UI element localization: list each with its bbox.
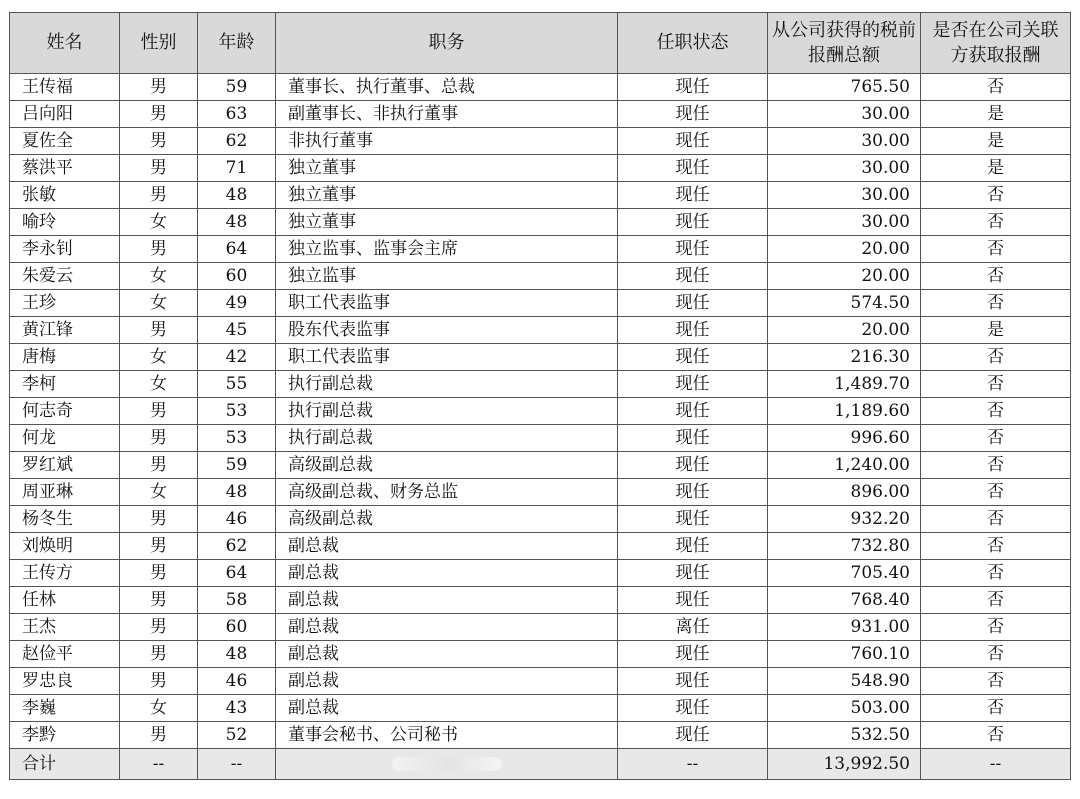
cell-age: 46 xyxy=(198,506,276,533)
cell-status: 现任 xyxy=(618,317,768,344)
table-row xyxy=(10,560,1071,587)
cell-status: 现任 xyxy=(618,479,768,506)
cell-related: 否 xyxy=(921,587,1071,614)
cell-name: 任林 xyxy=(10,587,120,614)
cell-related: 否 xyxy=(921,668,1071,695)
cell-name: 喻玲 xyxy=(10,209,120,236)
cell-status: 离任 xyxy=(618,614,768,641)
cell-pay: 20.00 xyxy=(768,317,921,344)
header-pay: 从公司获得的税前报酬总额 xyxy=(768,13,921,74)
cell-age: 52 xyxy=(198,722,276,749)
cell-gender: 男 xyxy=(120,641,198,668)
cell-position: 非执行董事 xyxy=(276,128,618,155)
cell-pay: 20.00 xyxy=(768,263,921,290)
cell-gender: 男 xyxy=(120,614,198,641)
cell-pay: 30.00 xyxy=(768,128,921,155)
cell-age: 64 xyxy=(198,560,276,587)
cell-position: 副总裁 xyxy=(276,695,618,722)
table-row xyxy=(10,344,1071,371)
cell-name: 吕向阳 xyxy=(10,101,120,128)
cell-gender: 男 xyxy=(120,587,198,614)
cell-pay: 931.00 xyxy=(768,614,921,641)
header-position: 职务 xyxy=(276,13,618,74)
cell-pay: 1,489.70 xyxy=(768,371,921,398)
cell-name: 周亚琳 xyxy=(10,479,120,506)
cell-gender: 男 xyxy=(120,236,198,263)
cell-position: 独立董事 xyxy=(276,182,618,209)
cell-position: 高级副总裁 xyxy=(276,452,618,479)
cell-gender: 男 xyxy=(120,668,198,695)
table-row xyxy=(10,101,1071,128)
cell-position: 独立董事 xyxy=(276,209,618,236)
cell-age: 60 xyxy=(198,263,276,290)
cell-status: 现任 xyxy=(618,641,768,668)
cell-gender: 男 xyxy=(120,533,198,560)
cell-age: 71 xyxy=(198,155,276,182)
cell-name: 王珍 xyxy=(10,290,120,317)
cell-gender: 男 xyxy=(120,155,198,182)
table-row xyxy=(10,587,1071,614)
cell-status: 现任 xyxy=(618,425,768,452)
total-age: -- xyxy=(198,749,276,780)
cell-name: 朱爱云 xyxy=(10,263,120,290)
cell-position: 副总裁 xyxy=(276,560,618,587)
table-row xyxy=(10,155,1071,182)
cell-name: 罗忠良 xyxy=(10,668,120,695)
cell-position: 执行副总裁 xyxy=(276,398,618,425)
cell-gender: 女 xyxy=(120,209,198,236)
cell-position: 董事长、执行董事、总裁 xyxy=(276,74,618,101)
cell-name: 夏佐全 xyxy=(10,128,120,155)
cell-position: 股东代表监事 xyxy=(276,317,618,344)
cell-age: 42 xyxy=(198,344,276,371)
cell-position: 独立监事 xyxy=(276,263,618,290)
cell-position: 执行副总裁 xyxy=(276,371,618,398)
cell-related: 否 xyxy=(921,641,1071,668)
cell-name: 何龙 xyxy=(10,425,120,452)
cell-related: 否 xyxy=(921,236,1071,263)
cell-related: 否 xyxy=(921,182,1071,209)
cell-related: 否 xyxy=(921,479,1071,506)
cell-age: 53 xyxy=(198,398,276,425)
cell-name: 唐梅 xyxy=(10,344,120,371)
cell-name: 何志奇 xyxy=(10,398,120,425)
cell-status: 现任 xyxy=(618,695,768,722)
total-gender: -- xyxy=(120,749,198,780)
compensation-table-container xyxy=(9,12,1071,780)
cell-name: 王传方 xyxy=(10,560,120,587)
cell-related: 是 xyxy=(921,317,1071,344)
cell-position: 独立董事 xyxy=(276,155,618,182)
cell-name: 罗红斌 xyxy=(10,452,120,479)
cell-position: 副总裁 xyxy=(276,587,618,614)
total-name: 合计 xyxy=(10,749,120,780)
header-gender: 性别 xyxy=(120,13,198,74)
cell-pay: 932.20 xyxy=(768,506,921,533)
cell-related: 否 xyxy=(921,371,1071,398)
table-row xyxy=(10,182,1071,209)
cell-status: 现任 xyxy=(618,74,768,101)
cell-gender: 女 xyxy=(120,479,198,506)
cell-status: 现任 xyxy=(618,182,768,209)
table-row xyxy=(10,317,1071,344)
header-name: 姓名 xyxy=(10,13,120,74)
cell-age: 63 xyxy=(198,101,276,128)
cell-name: 蔡洪平 xyxy=(10,155,120,182)
cell-related: 否 xyxy=(921,452,1071,479)
cell-name: 王传福 xyxy=(10,74,120,101)
cell-gender: 男 xyxy=(120,506,198,533)
cell-status: 现任 xyxy=(618,587,768,614)
compensation-table xyxy=(9,12,1071,780)
cell-name: 李黔 xyxy=(10,722,120,749)
cell-status: 现任 xyxy=(618,209,768,236)
cell-gender: 女 xyxy=(120,344,198,371)
cell-related: 是 xyxy=(921,101,1071,128)
cell-status: 现任 xyxy=(618,560,768,587)
cell-gender: 男 xyxy=(120,452,198,479)
cell-status: 现任 xyxy=(618,101,768,128)
cell-age: 55 xyxy=(198,371,276,398)
cell-gender: 女 xyxy=(120,263,198,290)
cell-related: 否 xyxy=(921,506,1071,533)
table-header-row xyxy=(10,13,1071,74)
cell-age: 46 xyxy=(198,668,276,695)
cell-name: 李柯 xyxy=(10,371,120,398)
table-row xyxy=(10,479,1071,506)
table-body xyxy=(10,74,1071,780)
cell-pay: 896.00 xyxy=(768,479,921,506)
table-row xyxy=(10,614,1071,641)
cell-gender: 男 xyxy=(120,128,198,155)
table-row xyxy=(10,506,1071,533)
cell-name: 赵俭平 xyxy=(10,641,120,668)
cell-position: 职工代表监事 xyxy=(276,290,618,317)
cell-position: 执行副总裁 xyxy=(276,425,618,452)
cell-age: 62 xyxy=(198,533,276,560)
cell-pay: 503.00 xyxy=(768,695,921,722)
cell-age: 48 xyxy=(198,479,276,506)
cell-age: 53 xyxy=(198,425,276,452)
cell-status: 现任 xyxy=(618,398,768,425)
cell-gender: 男 xyxy=(120,101,198,128)
cell-related: 否 xyxy=(921,290,1071,317)
cell-pay: 1,240.00 xyxy=(768,452,921,479)
table-row xyxy=(10,236,1071,263)
cell-position: 董事会秘书、公司秘书 xyxy=(276,722,618,749)
cell-status: 现任 xyxy=(618,533,768,560)
cell-related: 否 xyxy=(921,74,1071,101)
cell-gender: 男 xyxy=(120,722,198,749)
cell-status: 现任 xyxy=(618,155,768,182)
cell-status: 现任 xyxy=(618,668,768,695)
table-row xyxy=(10,425,1071,452)
cell-related: 否 xyxy=(921,425,1071,452)
cell-position: 高级副总裁 xyxy=(276,506,618,533)
cell-gender: 男 xyxy=(120,425,198,452)
cell-position: 高级副总裁、财务总监 xyxy=(276,479,618,506)
cell-status: 现任 xyxy=(618,236,768,263)
cell-age: 48 xyxy=(198,209,276,236)
cell-pay: 30.00 xyxy=(768,182,921,209)
cell-pay: 216.30 xyxy=(768,344,921,371)
cell-pay: 765.50 xyxy=(768,74,921,101)
cell-related: 否 xyxy=(921,722,1071,749)
cell-age: 62 xyxy=(198,128,276,155)
cell-position: 副总裁 xyxy=(276,641,618,668)
table-row xyxy=(10,722,1071,749)
table-row xyxy=(10,74,1071,101)
cell-pay: 732.80 xyxy=(768,533,921,560)
cell-age: 60 xyxy=(198,614,276,641)
cell-name: 张敏 xyxy=(10,182,120,209)
cell-related: 是 xyxy=(921,155,1071,182)
table-row xyxy=(10,695,1071,722)
table-row xyxy=(10,452,1071,479)
cell-age: 64 xyxy=(198,236,276,263)
cell-pay: 30.00 xyxy=(768,101,921,128)
table-row xyxy=(10,128,1071,155)
table-row xyxy=(10,533,1071,560)
cell-name: 王杰 xyxy=(10,614,120,641)
cell-pay: 548.90 xyxy=(768,668,921,695)
cell-position: 副董事长、非执行董事 xyxy=(276,101,618,128)
cell-status: 现任 xyxy=(618,722,768,749)
cell-position: 副总裁 xyxy=(276,533,618,560)
cell-related: 是 xyxy=(921,128,1071,155)
cell-age: 45 xyxy=(198,317,276,344)
cell-pay: 996.60 xyxy=(768,425,921,452)
cell-status: 现任 xyxy=(618,128,768,155)
total-related: -- xyxy=(921,749,1071,780)
cell-status: 现任 xyxy=(618,263,768,290)
cell-age: 58 xyxy=(198,587,276,614)
cell-position: 副总裁 xyxy=(276,614,618,641)
cell-pay: 30.00 xyxy=(768,155,921,182)
cell-name: 李永钊 xyxy=(10,236,120,263)
cell-related: 否 xyxy=(921,533,1071,560)
cell-gender: 男 xyxy=(120,74,198,101)
cell-gender: 女 xyxy=(120,695,198,722)
cell-related: 否 xyxy=(921,209,1071,236)
cell-status: 现任 xyxy=(618,344,768,371)
cell-related: 否 xyxy=(921,560,1071,587)
cell-pay: 532.50 xyxy=(768,722,921,749)
cell-gender: 男 xyxy=(120,560,198,587)
cell-age: 49 xyxy=(198,290,276,317)
cell-related: 否 xyxy=(921,614,1071,641)
table-row xyxy=(10,290,1071,317)
cell-age: 59 xyxy=(198,74,276,101)
cell-position: 独立监事、监事会主席 xyxy=(276,236,618,263)
cell-pay: 574.50 xyxy=(768,290,921,317)
cell-gender: 男 xyxy=(120,317,198,344)
cell-name: 李巍 xyxy=(10,695,120,722)
cell-name: 杨冬生 xyxy=(10,506,120,533)
cell-position: 副总裁 xyxy=(276,668,618,695)
header-status: 任职状态 xyxy=(618,13,768,74)
total-position xyxy=(276,749,618,780)
table-row xyxy=(10,209,1071,236)
cell-related: 否 xyxy=(921,695,1071,722)
cell-name: 刘焕明 xyxy=(10,533,120,560)
table-row xyxy=(10,371,1071,398)
cell-age: 43 xyxy=(198,695,276,722)
cell-gender: 女 xyxy=(120,290,198,317)
cell-pay: 705.40 xyxy=(768,560,921,587)
cell-gender: 女 xyxy=(120,371,198,398)
cell-related: 否 xyxy=(921,344,1071,371)
cell-gender: 男 xyxy=(120,398,198,425)
cell-related: 否 xyxy=(921,263,1071,290)
header-age: 年龄 xyxy=(198,13,276,74)
cell-pay: 1,189.60 xyxy=(768,398,921,425)
total-pay: 13,992.50 xyxy=(768,749,921,780)
total-status: -- xyxy=(618,749,768,780)
total-row xyxy=(10,749,1071,780)
cell-related: 否 xyxy=(921,398,1071,425)
cell-gender: 男 xyxy=(120,182,198,209)
table-row xyxy=(10,668,1071,695)
cell-age: 59 xyxy=(198,452,276,479)
table-row xyxy=(10,641,1071,668)
cell-status: 现任 xyxy=(618,290,768,317)
table-row xyxy=(10,263,1071,290)
header-related: 是否在公司关联方获取报酬 xyxy=(921,13,1071,74)
cell-pay: 768.40 xyxy=(768,587,921,614)
cell-status: 现任 xyxy=(618,452,768,479)
cell-pay: 30.00 xyxy=(768,209,921,236)
cell-position: 职工代表监事 xyxy=(276,344,618,371)
cell-status: 现任 xyxy=(618,371,768,398)
cell-pay: 20.00 xyxy=(768,236,921,263)
cell-status: 现任 xyxy=(618,506,768,533)
table-row xyxy=(10,398,1071,425)
cell-pay: 760.10 xyxy=(768,641,921,668)
cell-age: 48 xyxy=(198,182,276,209)
watermark-overlay xyxy=(392,757,502,771)
cell-age: 48 xyxy=(198,641,276,668)
cell-name: 黄江锋 xyxy=(10,317,120,344)
